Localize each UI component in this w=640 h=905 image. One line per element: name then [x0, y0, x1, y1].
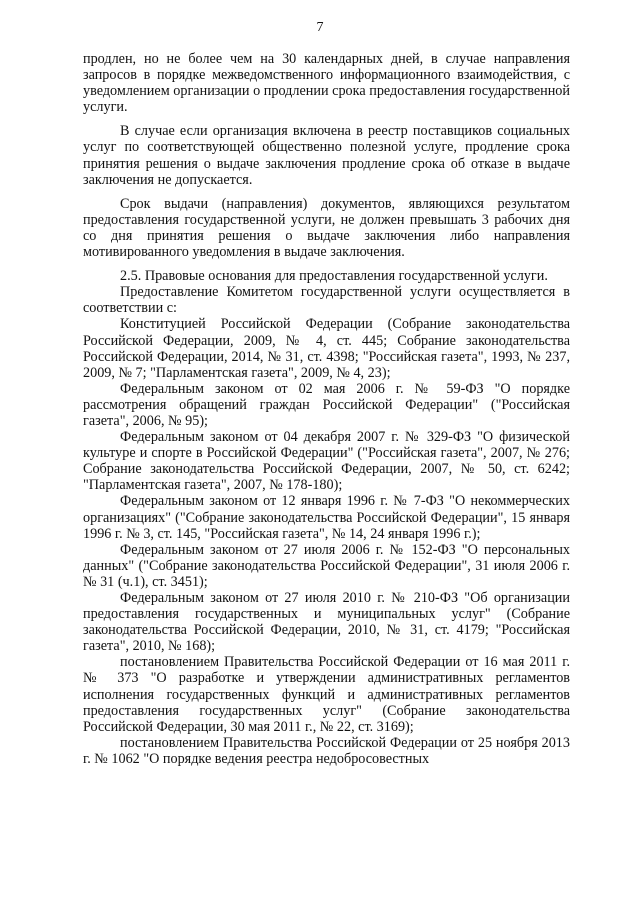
- paragraph-issue-term: Срок выдачи (направления) документов, являющихся результатом предоставления государственной услуги, не должен превышать 3 рабочих дня со дня принятия решения о выдаче заключения либо направления мотивированного уведомления в выдаче заключения.: [83, 195, 570, 261]
- legal-ref-law-152: Федеральным законом от 27 июля 2006 г. № 152-ФЗ "О персональных данных" ("Собрание законодательства Российской Федерации", 31 июля 2006 г. № 31 (ч.1), ст. 3451);: [83, 541, 570, 590]
- paragraph-supplier-registry: В случае если организация включена в реестр поставщиков социальных услуг по соответствующей общественно полезной услуге, продление срока принятия решения о выдаче заключения продление срока об отказе в выдаче заключения не допускается.: [83, 123, 570, 188]
- paragraph-legal-intro: Предоставление Комитетом государственной услуги осуществляется в соответствии с:: [83, 284, 570, 317]
- legal-ref-resolution-373: постановлением Правительства Российской Федерации от 16 мая 2011 г. № 373 "О разработке и утверждении административных регламентов исполнения государственных функций и административных регламентов предоставления государственных услуг" (Собрание законодательства Российской Федерации, 30 мая 2011 г., № 22, ст. 3169);: [83, 654, 570, 735]
- legal-ref-law-210: Федеральным законом от 27 июля 2010 г. № 210-ФЗ "Об организации предоставления государственных и муниципальных услуг" (Собрание законодательства Российской Федерации, 2010, № 31, ст. 4179; "Российская газета", 2010, № 168);: [83, 590, 570, 655]
- legal-ref-law-7: Федеральным законом от 12 января 1996 г. № 7-ФЗ "О некоммерческих организациях" ("Собрание законодательства Российской Федерации", 15 января 1996 г. № 3, ст. 145, "Российская газета", № 14, 24 января 1996 г.);: [83, 493, 570, 542]
- page-number: 7: [316, 20, 324, 35]
- legal-ref-resolution-1062: постановлением Правительства Российской Федерации от 25 ноября 2013 г. № 1062 "О порядке ведения реестра недобросовестных: [83, 734, 570, 767]
- section-heading-legal-basis: 2.5. Правовые основания для предоставления государственной услуги.: [120, 268, 548, 285]
- legal-ref-law-59: Федеральным законом от 02 мая 2006 г. № 59-ФЗ "О порядке рассмотрения обращений граждан Российской Федерации" ("Российская газета", 2006, № 95);: [83, 380, 570, 429]
- legal-ref-constitution: Конституцией Российской Федерации (Собрание законодательства Российской Федерации, 2009, № 4, ст. 445; Собрание законодательства Российской Федерации, 2014, № 31, ст. 4398; "Российская газета", 1993, № 237, 2009, № 7; "Парламентская газета", 2009, № 4, 23);: [83, 316, 570, 381]
- document-body: [83, 51, 570, 767]
- legal-ref-law-329: Федеральным законом от 04 декабря 2007 г. № 329-ФЗ "О физической культуре и спорте в Российской Федерации" ("Российская газета", 2007, № 276; Собрание законодательства Российской Федерации, 2007, № 50, ст. 6242; "Парламентская газета", 2007, № 178-180);: [83, 429, 570, 494]
- paragraph-extension-term: продлен, но не более чем на 30 календарных дней, в случае направления запросов в порядке межведомственного информационного взаимодействия, с уведомлением организации о продлении срока предоставления государственной услуги.: [83, 51, 570, 116]
